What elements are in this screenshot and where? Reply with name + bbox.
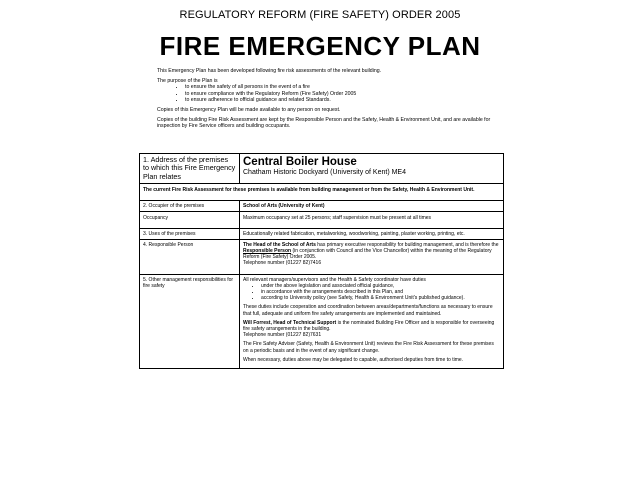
duties-list [243,283,500,302]
responsible-phone: Telephone number (01227 82)7416 [243,260,322,267]
building-fire-officer [243,320,500,339]
purpose-item: • to ensure compliance with the Regulatory Reform (Fire Safety) Order 2005 [185,91,497,98]
officer-name: Will Forrest, Head of Technical Support [243,319,337,326]
duties-item: • under the above legislation and associated official guidance, [261,283,500,289]
duties-intro: All relevant managers/supervisors and the Health & Safety coordinator have duties [243,276,426,283]
responsible-person-cell [240,239,504,274]
occupier-value: School of Arts (University of Kent) [240,201,504,212]
officer-phone: Telephone number (01227 82)7631 [243,332,322,339]
row-label-occupier: 2. Occupier of the premises [140,201,240,212]
premises-address-cell [240,154,504,184]
purpose-item: • to ensure the safety of all persons in the event of a fire [185,84,497,91]
intro-section [157,68,497,133]
table-row [140,154,504,184]
delegation-note: When necessary, duties above may be delegated to capable, authorised deputies from time to time. [243,356,464,363]
purpose-heading: The purpose of the Plan is [157,77,218,84]
premises-address: Chatham Historic Dockyard (University of Kent) ME4 [243,169,406,176]
officer-text: is the nominated Building Fire Officer and is responsible for overseeing fire safety arrangements in the building. [243,319,495,332]
row-label-address: 1. Address of the premises to which this Fire Emergency Plan relates [140,154,240,184]
fire-plan-table [139,153,504,369]
row-label-other: 5. Other management responsibilities for fire safety [140,274,240,368]
fire-safety-adviser: The Fire Safety Adviser (Safety, Health & Environment Unit) reviews the Fire Risk Assessment for these premises on a periodic basis and in the event of any significant change. [243,341,494,354]
table-row [140,239,504,274]
row-label-responsible: 4. Responsible Person [140,239,240,274]
purpose-item: • to ensure adherence to official guidance and related Standards. [185,97,497,104]
duties-cooperation: These duties include cooperation and coordination between areas/departments/functions as necessary to ensure that full, adequate and uniform fire safety arrangements are implemented and maintained. [243,304,493,317]
responsible-head: The Head of the School of Arts [243,241,316,248]
responsible-text: has primary executive responsibility for building management, and is therefore the [315,241,499,248]
assessment-paragraph: Copies of the building Fire Risk Assessment are kept by the Responsible Person and the Safety, Health & Environment Unit, and are available for inspection by Fire Service officers and building occupants. [157,116,491,130]
occupancy-value: Maximum occupancy set at 25 persons; staff supervision must be present at all times [240,212,504,228]
row-label-uses: 3. Uses of the premises [140,228,240,239]
premises-name: Central Boiler House [243,156,357,168]
page-title: FIRE EMERGENCY PLAN [159,31,481,61]
table-row [140,212,504,228]
table-row [140,183,504,200]
regulation-header: REGULATORY REFORM (FIRE SAFETY) ORDER 2005 [179,9,461,21]
other-responsibilities-cell [240,274,504,368]
table-row [140,274,504,368]
row-label-occupancy: Occupancy [140,212,240,228]
responsible-person-term: Responsible Person [243,247,292,254]
uses-value: Educationally related fabrication, metalworking, woodworking, painting, plaster working, printing, etc. [240,228,504,239]
responsible-text-2: (in conjunction with Council and the Vice Chancellor) within the meaning of the Regulatory Reform (Fire Safety) Order 2005. [243,247,492,261]
intro-paragraph: This Emergency Plan has been developed following fire risk assessments of the relevant building. [157,68,382,74]
copies-paragraph: Copies of this Emergency Plan will be made available to any person on request. [157,106,341,113]
duties-item: • in accordance with the arrangements described in this Plan, and [261,289,500,295]
purpose-list [157,84,497,104]
assessment-notice: The current Fire Risk Assessment for these premises is available from building management or from the Safety, Health & Environment Unit. [140,183,504,200]
duties-item: • according to University policy (see Safety, Health & Environment Unit's published guidance). [261,295,500,301]
table-row [140,201,504,212]
table-row [140,228,504,239]
